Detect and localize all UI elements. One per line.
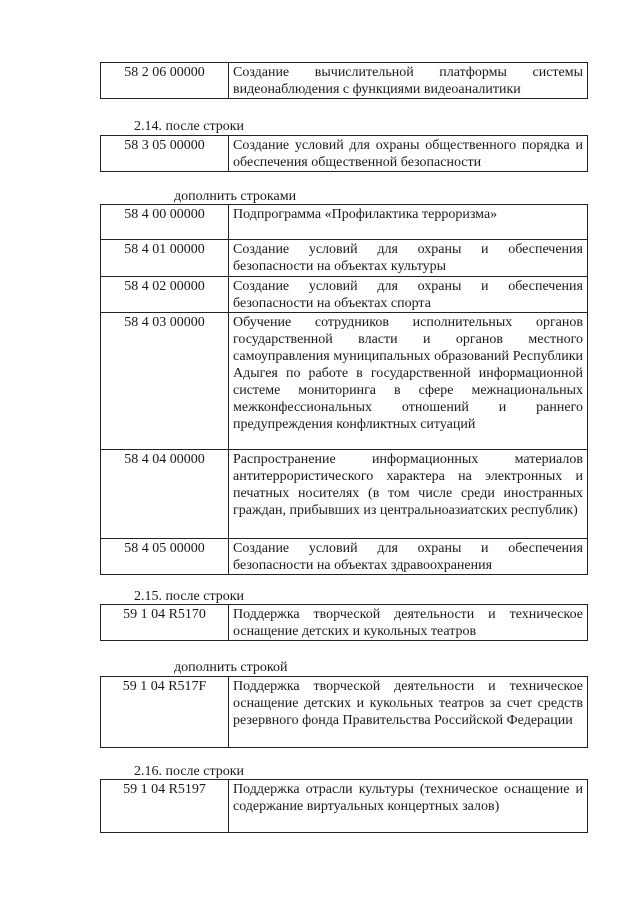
section-caption-2-14: 2.14. после строки <box>134 119 245 134</box>
table-block-5 <box>100 676 588 748</box>
add-lines-caption: дополнить строками <box>174 189 297 204</box>
table-row <box>101 450 588 539</box>
description-cell: Поддержка творческой деятельности и техническое оснащение детских и кукольных театров за счет средств резервного фонда Правительства Российской Федерации <box>229 677 588 748</box>
table-block-4 <box>100 604 588 641</box>
table-row <box>101 136 588 172</box>
budget-code-table <box>100 676 588 748</box>
table-block-1 <box>100 62 588 99</box>
description-cell: Обучение сотрудников исполнительных органов государственной власти и органов местного самоуправления муниципальных образований Республики Адыгея по работе в государственной информационной системе мониторинга в сфере межнациональных межконфессиональных отношений и раннего предупреждения конфликтных ситуаций <box>229 313 588 450</box>
description-cell: Создание условий для охраны и обеспечения безопасности на объектах здравоохранения <box>229 539 588 575</box>
section-caption-2-16: 2.16. после строки <box>134 764 245 779</box>
budget-code-table <box>100 62 588 99</box>
description-cell: Поддержка творческой деятельности и техническое оснащение детских и кукольных театров <box>229 605 588 641</box>
table-row <box>101 605 588 641</box>
table-row <box>101 240 588 277</box>
description-cell: Поддержка отрасли культуры (техническое оснащение и содержание виртуальных концертных залов) <box>229 780 588 833</box>
budget-code-table <box>100 204 588 575</box>
table-row <box>101 677 588 748</box>
code-cell: 59 1 04 R517F <box>101 677 229 748</box>
table-row <box>101 539 588 575</box>
code-cell: 58 4 00 00000 <box>101 205 229 240</box>
budget-code-table <box>100 135 588 172</box>
section-caption-2-15: 2.15. после строки <box>134 589 245 604</box>
code-cell: 58 4 03 00000 <box>101 313 229 450</box>
code-cell: 59 1 04 R5170 <box>101 605 229 641</box>
description-cell: Подпрограмма «Профилактика терроризма» <box>229 205 588 240</box>
table-row <box>101 205 588 240</box>
code-cell: 58 3 05 00000 <box>101 136 229 172</box>
table-row <box>101 313 588 450</box>
table-block-3 <box>100 204 588 575</box>
table-block-2 <box>100 135 588 172</box>
budget-code-table <box>100 604 588 641</box>
description-cell: Создание условий для охраны и обеспечения безопасности на объектах спорта <box>229 277 588 313</box>
description-cell: Создание условий для охраны и обеспечения безопасности на объектах культуры <box>229 240 588 277</box>
table-block-6 <box>100 779 588 833</box>
code-cell: 58 4 01 00000 <box>101 240 229 277</box>
description-cell: Распространение информационных материалов антитеррористического характера на электронных и печатных носителях (в том числе среди иностранных граждан, прибывших из центральноазиатских республик) <box>229 450 588 539</box>
code-cell: 58 4 02 00000 <box>101 277 229 313</box>
add-line-caption: дополнить строкой <box>174 660 288 675</box>
description-cell: Создание условий для охраны общественного порядка и обеспечения общественной безопасности <box>229 136 588 172</box>
budget-code-table <box>100 779 588 833</box>
table-row <box>101 780 588 833</box>
code-cell: 58 2 06 00000 <box>101 63 229 99</box>
code-cell: 58 4 05 00000 <box>101 539 229 575</box>
description-cell: Создание вычислительной платформы системы видеонаблюдения с функциями видеоаналитики <box>229 63 588 99</box>
table-row <box>101 63 588 99</box>
table-row <box>101 277 588 313</box>
code-cell: 59 1 04 R5197 <box>101 780 229 833</box>
code-cell: 58 4 04 00000 <box>101 450 229 539</box>
